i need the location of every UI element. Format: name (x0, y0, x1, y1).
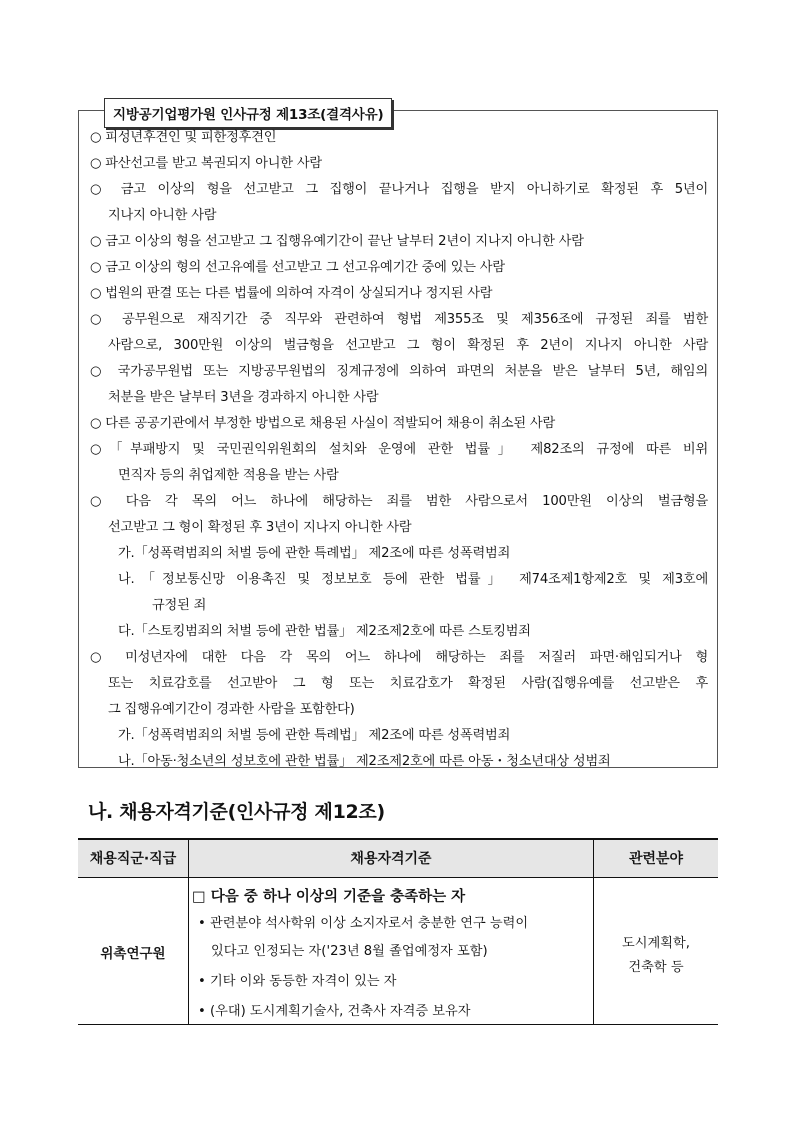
section-title: 나. 채용자격기준(인사규정 제12조) (88, 801, 385, 823)
list-item: ○ 미성년자에 대한 다음 각 목의 어느 하나에 해당하는 죄를 저질러 파면·해임되거나 형 (90, 650, 708, 665)
list-item: ○ 다음 각 목의 어느 하나에 해당하는 죄를 범한 사람으로서 100만원 이상의 벌금형을 (90, 494, 708, 509)
position-cell: 위촉연구원 (100, 946, 166, 962)
list-item: ○ 금고 이상의 형을 선고받고 그 집행유예기간이 끝난 날부터 2년이 지나지 아니한 사람 (90, 234, 584, 249)
list-item: ○ 국가공무원법 또는 지방공무원법의 징계규정에 의하여 파면의 처분을 받은 날부터 5년, 해임의 (90, 364, 708, 379)
criteria-item-continued: 있다고 인정되는 자('23년 8월 졸업예정자 포함) (211, 944, 488, 959)
field-line: 도시계획학, (622, 936, 690, 951)
criteria-heading: □ 다음 중 하나 이상의 기준을 충족하는 자 (192, 889, 466, 905)
list-item: ○ 다른 공공기관에서 부정한 방법으로 채용된 사실이 적발되어 채용이 취소된 사람 (90, 416, 556, 431)
list-item-continued: 처분을 받은 날부터 3년을 경과하지 아니한 사람 (108, 390, 379, 405)
list-item: ○ 금고 이상의 형의 선고유예를 선고받고 그 선고유예기간 중에 있는 사람 (90, 260, 505, 275)
sub-item: 나.「아동·청소년의 성보호에 관한 법률」 제2조제2호에 따른 아동・청소년대상 성범죄 (118, 754, 611, 769)
list-item-continued: 지나지 아니한 사람 (108, 208, 217, 223)
sub-item: 가.「성폭력범죄의 처벌 등에 관한 특례법」 제2조에 따른 성폭력범죄 (118, 728, 511, 743)
list-item-continued: 선고받고 그 형이 확정된 후 3년이 지나지 아니한 사람 (108, 520, 412, 535)
field-line: 건축학 등 (628, 960, 684, 975)
qualification-table (78, 838, 718, 1025)
list-item: ○ 피성년후견인 및 피한정후견인 (90, 130, 277, 145)
box-title: 지방공기업평가원 인사규정 제13조(결격사유) (104, 98, 392, 128)
list-item: ○ 금고 이상의 형을 선고받고 그 집행이 끝나거나 집행을 받지 아니하기로 확정된 후 5년이 (90, 182, 708, 197)
list-item-continued: 면직자 등의 취업제한 적용을 받는 사람 (118, 468, 339, 483)
header-position: 채용직군·직급 (89, 851, 177, 867)
list-item: ○ 공무원으로 재직기간 중 직무와 관련하여 형법 제355조 및 제356조에 규정된 죄를 범한 (90, 312, 708, 327)
header-field: 관련분야 (628, 851, 684, 867)
sub-item: 나.「정보통신망 이용촉진 및 정보보호 등에 관한 법률」 제74조제1항제2호 및 제3호에 (118, 572, 708, 587)
list-item-continued: 또는 치료감호를 선고받아 그 형 또는 치료감호가 확정된 사람(집행유예를 선고받은 후 (108, 676, 708, 691)
sub-item: 가.「성폭력범죄의 처벌 등에 관한 특례법」 제2조에 따른 성폭력범죄 (118, 546, 511, 561)
list-item: ○ 법원의 판결 또는 다른 법률에 의하여 자격이 상실되거나 정지된 사람 (90, 286, 493, 301)
header-criteria: 채용자격기준 (350, 851, 432, 867)
list-item-continued: 사람으로, 300만원 이상의 벌금형을 선고받고 그 형이 확정된 후 2년이 지나지 아니한 사람 (108, 338, 708, 353)
sub-item: 다.「스토킹범죄의 처벌 등에 관한 법률」 제2조제2호에 따른 스토킹범죄 (118, 624, 531, 639)
list-item: ○ 파산선고를 받고 복권되지 아니한 사람 (90, 156, 322, 171)
criteria-item: • 기타 이와 동등한 자격이 있는 자 (198, 974, 397, 989)
list-item: ○「부패방지 및 국민권익위원회의 설치와 운영에 관한 법률」 제82조의 규정에 따른 비위 (90, 442, 708, 457)
list-item-continued: 그 집행유예기간이 경과한 사람을 포함한다) (108, 702, 355, 717)
criteria-item: • 관련분야 석사학위 이상 소지자로서 충분한 연구 능력이 (198, 916, 529, 931)
criteria-item: • (우대) 도시계획기술사, 건축사 자격증 보유자 (198, 1004, 471, 1019)
sub-item-continued: 규정된 죄 (152, 598, 207, 613)
